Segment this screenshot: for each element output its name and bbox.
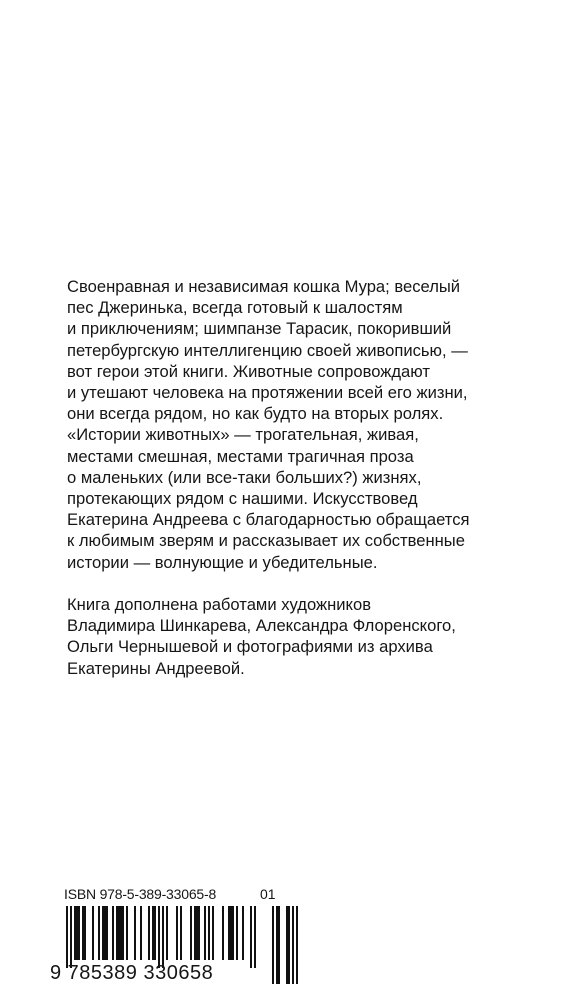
addon-bar xyxy=(292,906,294,984)
annotation-line: местами смешная, местами трагичная проза xyxy=(67,446,414,466)
barcode-bar xyxy=(176,906,178,960)
annotation-text xyxy=(67,276,567,679)
barcode-bar xyxy=(122,906,124,960)
annotation-line: о маленьких (или все-таки больших?) жизнях, xyxy=(67,467,422,487)
barcode-bar xyxy=(208,906,210,960)
barcode-bar xyxy=(154,906,156,960)
barcode-bar xyxy=(198,906,200,960)
barcode-bar xyxy=(78,906,80,960)
annotation-line: и приключениям; шимпанзе Тарасик, покоривший xyxy=(67,319,452,339)
barcode-bar xyxy=(74,906,76,960)
annotation-paragraph-2 xyxy=(67,594,567,679)
barcode-bar xyxy=(230,906,232,960)
barcode-bar xyxy=(254,906,256,968)
ean-digits: 9 785389 330658 xyxy=(50,962,214,984)
barcode-bar xyxy=(228,906,230,960)
barcode-bar xyxy=(204,906,206,960)
barcode-bar xyxy=(166,906,168,960)
barcode-area xyxy=(42,880,302,990)
barcode-bar xyxy=(98,906,100,960)
barcode-bar xyxy=(102,906,104,960)
annotation-line: и утешают человека на протяжении всей его жизни, xyxy=(67,383,468,403)
annotation-line: «Истории животных» — трогательная, живая, xyxy=(67,425,419,445)
barcode-bar xyxy=(84,906,86,960)
annotation-line: истории — волнующие и убедительные. xyxy=(67,552,378,572)
annotation-line: к любимым зверям и рассказывает их собственные xyxy=(67,531,465,551)
annotation-line: пес Джеринька, всегда готовый к шалостям xyxy=(67,298,403,318)
annotation-line: Екатерина Андреева с благодарностью обращается xyxy=(67,510,470,530)
barcode-bar xyxy=(120,906,122,960)
barcode-bar xyxy=(222,906,224,960)
barcode-bar xyxy=(112,906,114,960)
barcode-bar xyxy=(196,906,198,960)
barcode-bar xyxy=(158,906,160,968)
barcode-bar xyxy=(140,906,142,960)
barcode-bar xyxy=(106,906,108,960)
annotation-line: Своенравная и независимая кошка Мура; веселый xyxy=(67,277,461,296)
barcode-bar xyxy=(104,906,106,960)
barcode-bar xyxy=(116,906,118,960)
annotation-line: вот герои этой книги. Животные сопровождают xyxy=(67,361,430,381)
barcode-bar xyxy=(162,906,164,968)
barcode-bar xyxy=(126,906,128,960)
addon-bar xyxy=(278,906,280,984)
annotation-line: Екатерины Андреевой. xyxy=(67,658,245,678)
barcode-bar xyxy=(232,906,234,960)
addon-bar xyxy=(288,906,290,984)
barcode-bar xyxy=(82,906,84,960)
addon-bar xyxy=(272,906,274,984)
barcode-bar xyxy=(92,906,94,960)
annotation-paragraph-1 xyxy=(67,276,567,573)
barcode-bar xyxy=(148,906,150,960)
barcode-bar xyxy=(212,906,214,960)
isbn-label: ISBN 978-5-389-33065-8 xyxy=(64,886,217,902)
annotation-line: они всегда рядом, но как будто на вторых ролях. xyxy=(67,404,444,424)
barcode-bar xyxy=(250,906,252,968)
annotation-line: Владимира Шинкарева, Александра Флоренского, xyxy=(67,616,456,636)
annotation-line: Книга дополнена работами художников xyxy=(67,595,372,615)
barcode-bar xyxy=(236,906,238,960)
barcode-bar xyxy=(194,906,196,960)
annotation-line: петербургскую интеллигенцию своей живописью, — xyxy=(67,340,468,360)
barcode-bar xyxy=(242,906,244,960)
annotation-line: Ольги Чернышевой и фотографиями из архива xyxy=(67,637,433,657)
addon-bar xyxy=(286,906,288,984)
barcode-bar xyxy=(134,906,136,960)
barcode-bar xyxy=(66,906,68,968)
barcode-bar xyxy=(152,906,154,960)
addon-bar xyxy=(276,906,278,984)
barcode-addon-code: 01 xyxy=(260,886,276,902)
barcode-bar xyxy=(118,906,120,960)
barcode-bar xyxy=(76,906,78,960)
annotation-line: протекающих рядом с нашими. Искусствовед xyxy=(67,489,418,509)
barcode-bar xyxy=(190,906,192,960)
barcode-bar xyxy=(180,906,182,960)
addon-bar xyxy=(296,906,298,984)
barcode-bar xyxy=(70,906,72,968)
